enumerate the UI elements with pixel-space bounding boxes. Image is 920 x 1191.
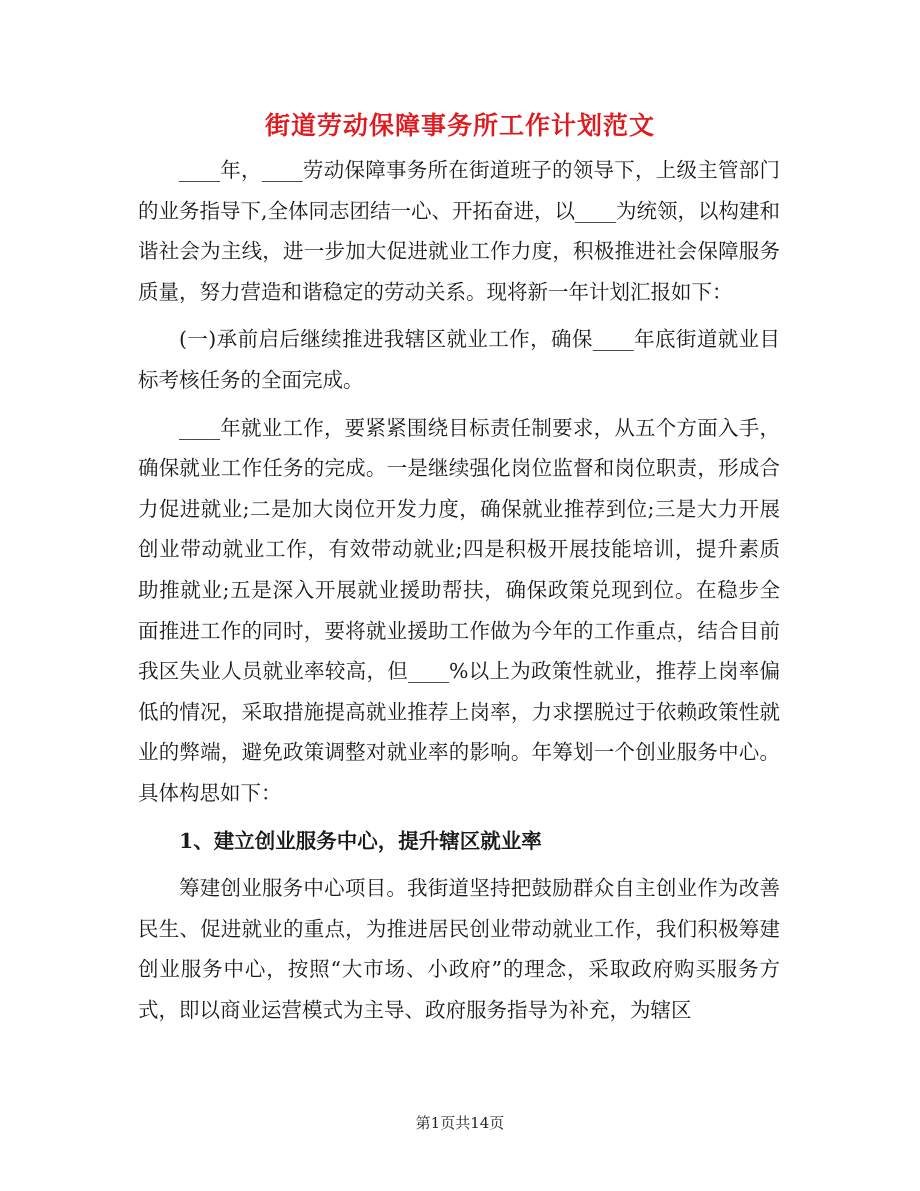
paragraph-service-center: 筹建创业服务中心项目。我街道坚持把鼓励群众自主创业作为改善民生、促进就业的重点，为推进居民创业带动就业工作，我们积极筹建创业服务中心，按照“大市场、小政府”的理念，采取政府购买服务方式，即以商业运营模式为主导、政府服务指导为补充，为辖区 [138,876,780,1022]
document-title: 街道劳动保障事务所工作计划范文 [264,111,655,140]
document-body [138,150,780,1030]
section-heading: 1、建立创业服务中心，提升辖区就业率 [179,828,542,853]
paragraph-spacer [138,312,780,319]
paragraph-spacer [138,814,780,821]
paragraph-intro: ____年，____劳动保障事务所在街道班子的领导下，上级主管部门的业务指导下,全体同志团结一心、开拓奋进，以____为统领，以构建和谐社会为主线，进一步加大促进就业工作力度，积极推进社会保障服务质量，努力营造和谐稳定的劳动关系。现将新一年计划汇报如下： [138,158,781,304]
paragraph-section-1: (一)承前启后继续推进我辖区就业工作，确保____年底街道就业目标考核任务的全面完成。 [138,327,780,392]
paragraph-spacer [138,401,780,408]
paragraph-spacer [138,861,780,868]
paragraph-employment-work: ____年就业工作，要紧紧围绕目标责任制要求，从五个方面入手，确保就业工作任务的完成。一是继续强化岗位监督和岗位职责，形成合力促进就业;二是加大岗位开发力度，确保就业推荐到位;三是大力开展创业带动就业工作，有效带动就业;四是积极开展技能培训，提升素质助推就业;五是深入开展就业援助帮扶，确保政策兑现到位。在稳步全面推进工作的同时，要将就业援助工作做为今年的工作重点，结合目前我区失业人员就业率较高，但____%以上为政策性就业，推荐上岗率偏低的情况，采取措施提高就业推荐上岗率，力求摆脱过于依赖政策性就业的弊端，避免政策调整对就业率的影响。年筹划一个创业服务中心。具体构思如下： [138,415,780,805]
page-number: 第1页共14页 [415,1114,505,1132]
